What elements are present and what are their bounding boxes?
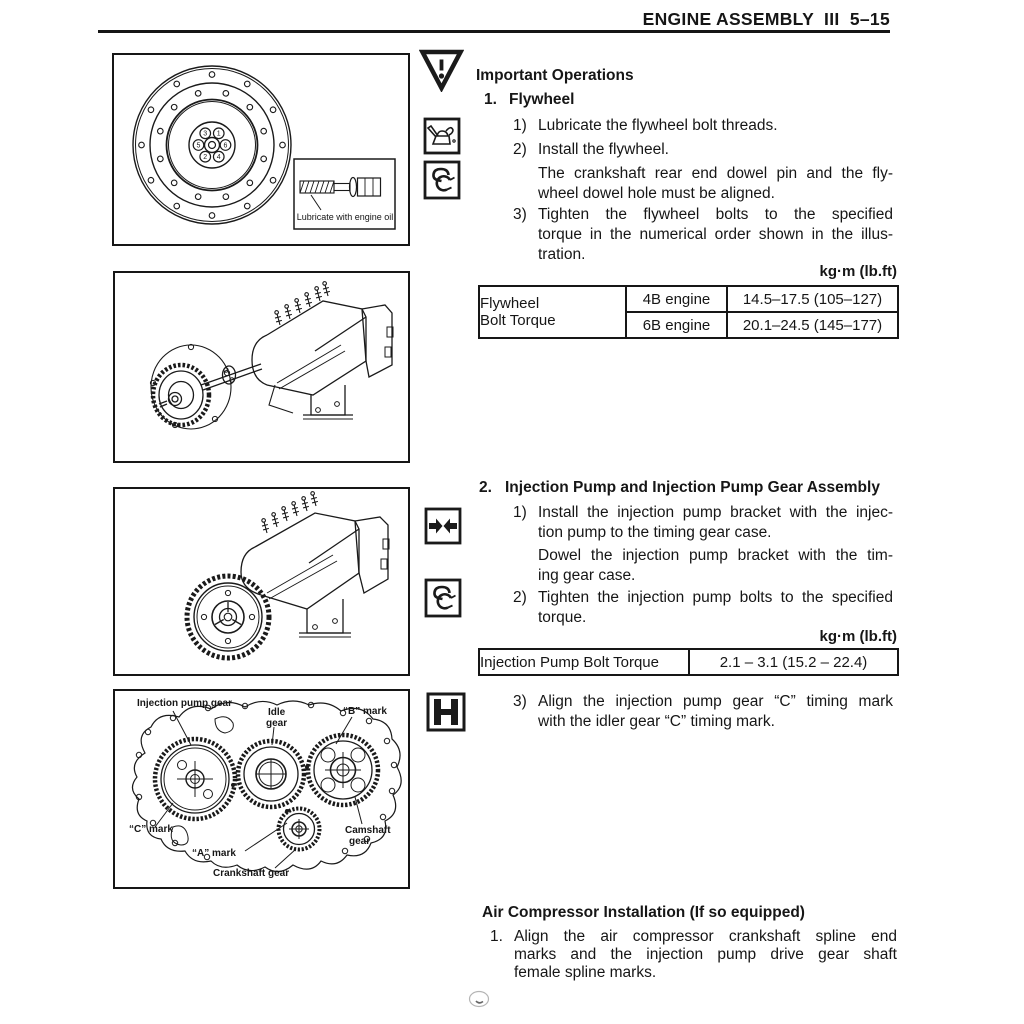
injection-heading-number: 2. bbox=[479, 479, 492, 496]
step-line: Tighten the injection pump bolts to the specified bbox=[538, 589, 893, 606]
step-number: 1. bbox=[490, 928, 503, 945]
label-camshaft-gear-line1: Camshaft bbox=[345, 825, 391, 836]
header-rule bbox=[98, 30, 890, 33]
injection-torque-table bbox=[478, 648, 899, 676]
step-number: 3) bbox=[513, 693, 527, 710]
inset-caption: Lubricate with engine oil bbox=[296, 212, 394, 222]
step-number: 1) bbox=[513, 504, 527, 521]
step-line: torque. bbox=[538, 609, 587, 626]
label-camshaft-gear-line2: gear bbox=[349, 836, 371, 847]
label-c-mark: “C” mark bbox=[129, 824, 173, 835]
note-line: The crankshaft rear end dowel pin and the fly- bbox=[538, 165, 893, 182]
injection-pump-assembled-figure bbox=[113, 487, 410, 676]
table-row bbox=[479, 286, 898, 312]
injection-pump-exploded-figure bbox=[113, 271, 410, 463]
step-text: Lubricate the flywheel bolt threads. bbox=[538, 117, 778, 134]
step-text-block bbox=[514, 928, 897, 982]
note-line: ing gear case. bbox=[538, 567, 636, 584]
torque-cell: 20.1–24.5 (145–177) bbox=[727, 312, 898, 338]
table-row bbox=[479, 649, 898, 675]
flywheel-figure bbox=[112, 53, 410, 246]
step-number: 1) bbox=[513, 117, 527, 134]
injection-note bbox=[538, 546, 893, 586]
timing-gears-figure bbox=[113, 689, 410, 889]
oil-can-icon bbox=[423, 117, 461, 155]
torque-cell: 2.1 – 3.1 (15.2 – 22.4) bbox=[689, 649, 898, 675]
important-operations-heading: Important Operations bbox=[476, 67, 634, 84]
label-injection-pump-gear: Injection pump gear bbox=[137, 698, 233, 709]
air-compressor-heading: Air Compressor Installation (If so equipped) bbox=[482, 904, 805, 921]
svg-text:1: 1 bbox=[216, 130, 221, 138]
injection-heading: Injection Pump and Injection Pump Gear Assembly bbox=[505, 479, 880, 496]
flywheel-note bbox=[538, 164, 893, 204]
step-line: Tighten the flywheel bolts to the specified bbox=[538, 206, 893, 223]
engine-cell: 4B engine bbox=[626, 286, 727, 312]
flywheel-torque-table bbox=[478, 285, 899, 339]
step-line: marks and the injection pump drive gear shaft bbox=[514, 946, 897, 963]
label-idle-gear-line2: gear bbox=[266, 718, 288, 729]
svg-text:2: 2 bbox=[203, 154, 208, 161]
flywheel-heading-number: 1. bbox=[484, 91, 497, 108]
step-text-block bbox=[538, 692, 893, 732]
flywheel-heading: Flywheel bbox=[509, 91, 575, 108]
row-header-line: Flywheel bbox=[480, 295, 540, 312]
svg-text:6: 6 bbox=[223, 142, 228, 150]
step-number: 2) bbox=[513, 141, 527, 158]
row-header-cell bbox=[479, 286, 626, 338]
mating-marks-icon bbox=[426, 692, 466, 732]
step-text-block bbox=[538, 588, 893, 628]
label-a-mark: “A” mark bbox=[192, 848, 236, 859]
step-line: Install the injection pump bracket with the injec- bbox=[538, 504, 893, 521]
step-text-block bbox=[538, 205, 893, 265]
label-b-mark: “B” mark bbox=[343, 706, 387, 717]
unit-label: kg·m (lb.ft) bbox=[819, 263, 897, 280]
note-line: Dowel the injection pump bracket with the tim- bbox=[538, 547, 893, 564]
step-line: Align the injection pump gear “C” timing mark bbox=[538, 693, 893, 710]
wrench-icon bbox=[424, 578, 462, 618]
svg-text:3: 3 bbox=[203, 130, 208, 138]
note-line: wheel dowel hole must be aligned. bbox=[538, 185, 775, 202]
torque-cell: 14.5–17.5 (105–127) bbox=[727, 286, 898, 312]
align-arrows-icon bbox=[424, 507, 462, 545]
step-text-block bbox=[538, 503, 893, 543]
scan-artifact bbox=[464, 988, 494, 1010]
svg-text:5: 5 bbox=[196, 142, 201, 150]
injection-pump-assembled-drawing bbox=[115, 489, 408, 674]
wrench-icon bbox=[423, 160, 461, 200]
step-text: Install the flywheel. bbox=[538, 141, 669, 158]
engine-cell: 6B engine bbox=[626, 312, 727, 338]
label-idle-gear-line1: Idle bbox=[268, 707, 286, 718]
row-header-line: Bolt Torque bbox=[480, 312, 556, 329]
svg-text:4: 4 bbox=[216, 154, 221, 161]
step-number: 3) bbox=[513, 206, 527, 223]
flywheel-bolt-numbers bbox=[197, 131, 228, 161]
step-line: tration. bbox=[538, 246, 586, 263]
label-crankshaft-gear: Crankshaft gear bbox=[213, 868, 290, 879]
row-header-cell: Injection Pump Bolt Torque bbox=[479, 649, 689, 675]
timing-gears-drawing bbox=[115, 691, 408, 887]
unit-label: kg·m (lb.ft) bbox=[819, 628, 897, 645]
injection-pump-exploded-drawing bbox=[115, 273, 408, 461]
step-line: with the idler gear “C” timing mark. bbox=[538, 713, 775, 730]
step-number: 2) bbox=[513, 589, 527, 606]
step-line: tion pump to the timing gear case. bbox=[538, 524, 772, 541]
step-line: torque in the numerical order shown in the illus- bbox=[538, 226, 893, 243]
step-line: Align the air compressor crankshaft spline end bbox=[514, 928, 897, 945]
caution-icon bbox=[419, 49, 464, 92]
step-line: female spline marks. bbox=[514, 964, 657, 981]
page-title: ENGINE ASSEMBLY III 5–15 bbox=[642, 9, 890, 29]
